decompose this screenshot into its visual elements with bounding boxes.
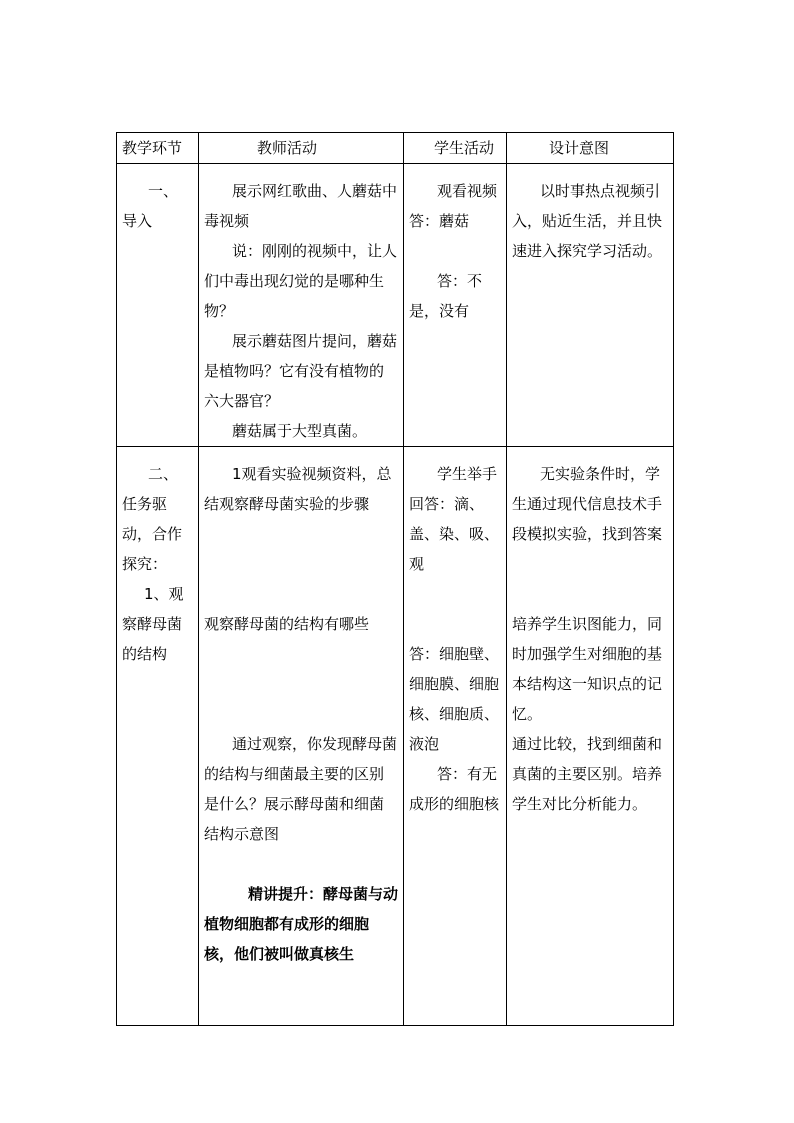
stage-subtitle: 1、观察酵母菌的结构 — [122, 585, 184, 663]
intent-text: 通过比较，找到细菌和真菌的主要区别。培养学生对比分析能力。 — [512, 735, 663, 813]
cell-teacher-intro — [199, 164, 404, 447]
cell-intent-intro — [507, 164, 674, 447]
table-header-row — [117, 133, 674, 164]
teacher-text: 说：刚刚的视频中，让人们中毒出现幻觉的是哪种生物？ — [204, 242, 398, 320]
teacher-summary-text: 精讲提升：酵母菌与动植物细胞都有成形的细胞核，他们被叫做真核生 — [204, 885, 399, 963]
stage-title: 导入 — [122, 212, 153, 230]
stage-title: 任务驱动，合作探究： — [122, 495, 183, 573]
teacher-text: 观察酵母菌的结构有哪些 — [204, 615, 370, 633]
teacher-text: 展示网红歌曲、人蘑菇中毒视频 — [204, 182, 398, 230]
cell-student-task — [404, 447, 507, 1026]
teacher-text: 展示蘑菇图片提问，蘑菇是植物吗？它有没有植物的六大器官？ — [204, 332, 398, 410]
cell-student-intro — [404, 164, 507, 447]
intent-text: 无实验条件时，学生通过现代信息技术手段模拟实验，找到答案 — [512, 465, 663, 543]
teacher-text: 通过观察，你发现酵母菌的结构与细菌最主要的区别是什么？展示酵母菌和细菌结构示意图 — [204, 735, 398, 843]
cell-intent-task — [507, 447, 674, 1026]
student-text: 答：不是，没有 — [409, 272, 483, 320]
teacher-text: 1观看实验视频资料，总结观察酵母菌实验的步骤 — [204, 465, 392, 513]
stage-number: 二、 — [148, 465, 179, 483]
stage-number: 一、 — [148, 182, 179, 200]
student-text: 观看视频 — [437, 182, 498, 200]
intent-text: 培养学生识图能力，同时加强学生对细胞的基本结构这一知识点的记忆。 — [512, 615, 663, 723]
table-row-intro — [117, 164, 674, 447]
header-design-intent: 设计意图 — [507, 133, 674, 164]
table-row-task — [117, 447, 674, 1026]
cell-stage-task — [117, 447, 199, 1026]
lesson-plan-table — [116, 132, 674, 1026]
student-text: 学生举手回答：滴、盖、染、吸、观 — [409, 465, 500, 573]
header-student-activity: 学生活动 — [404, 133, 507, 164]
student-text: 答：细胞壁、细胞膜、细胞核、细胞质、液泡 — [409, 645, 500, 753]
student-text: 答：蘑菇 — [409, 212, 470, 230]
header-stage: 教学环节 — [117, 133, 199, 164]
cell-stage-intro — [117, 164, 199, 447]
teacher-text: 蘑菇属于大型真菌。 — [232, 422, 368, 440]
intent-text: 以时事热点视频引入，贴近生活，并且快速进入探究学习活动。 — [512, 182, 663, 260]
header-teacher-activity: 教师活动 — [199, 133, 404, 164]
cell-teacher-task — [199, 447, 404, 1026]
student-text: 答：有无成形的细胞核 — [409, 765, 500, 813]
